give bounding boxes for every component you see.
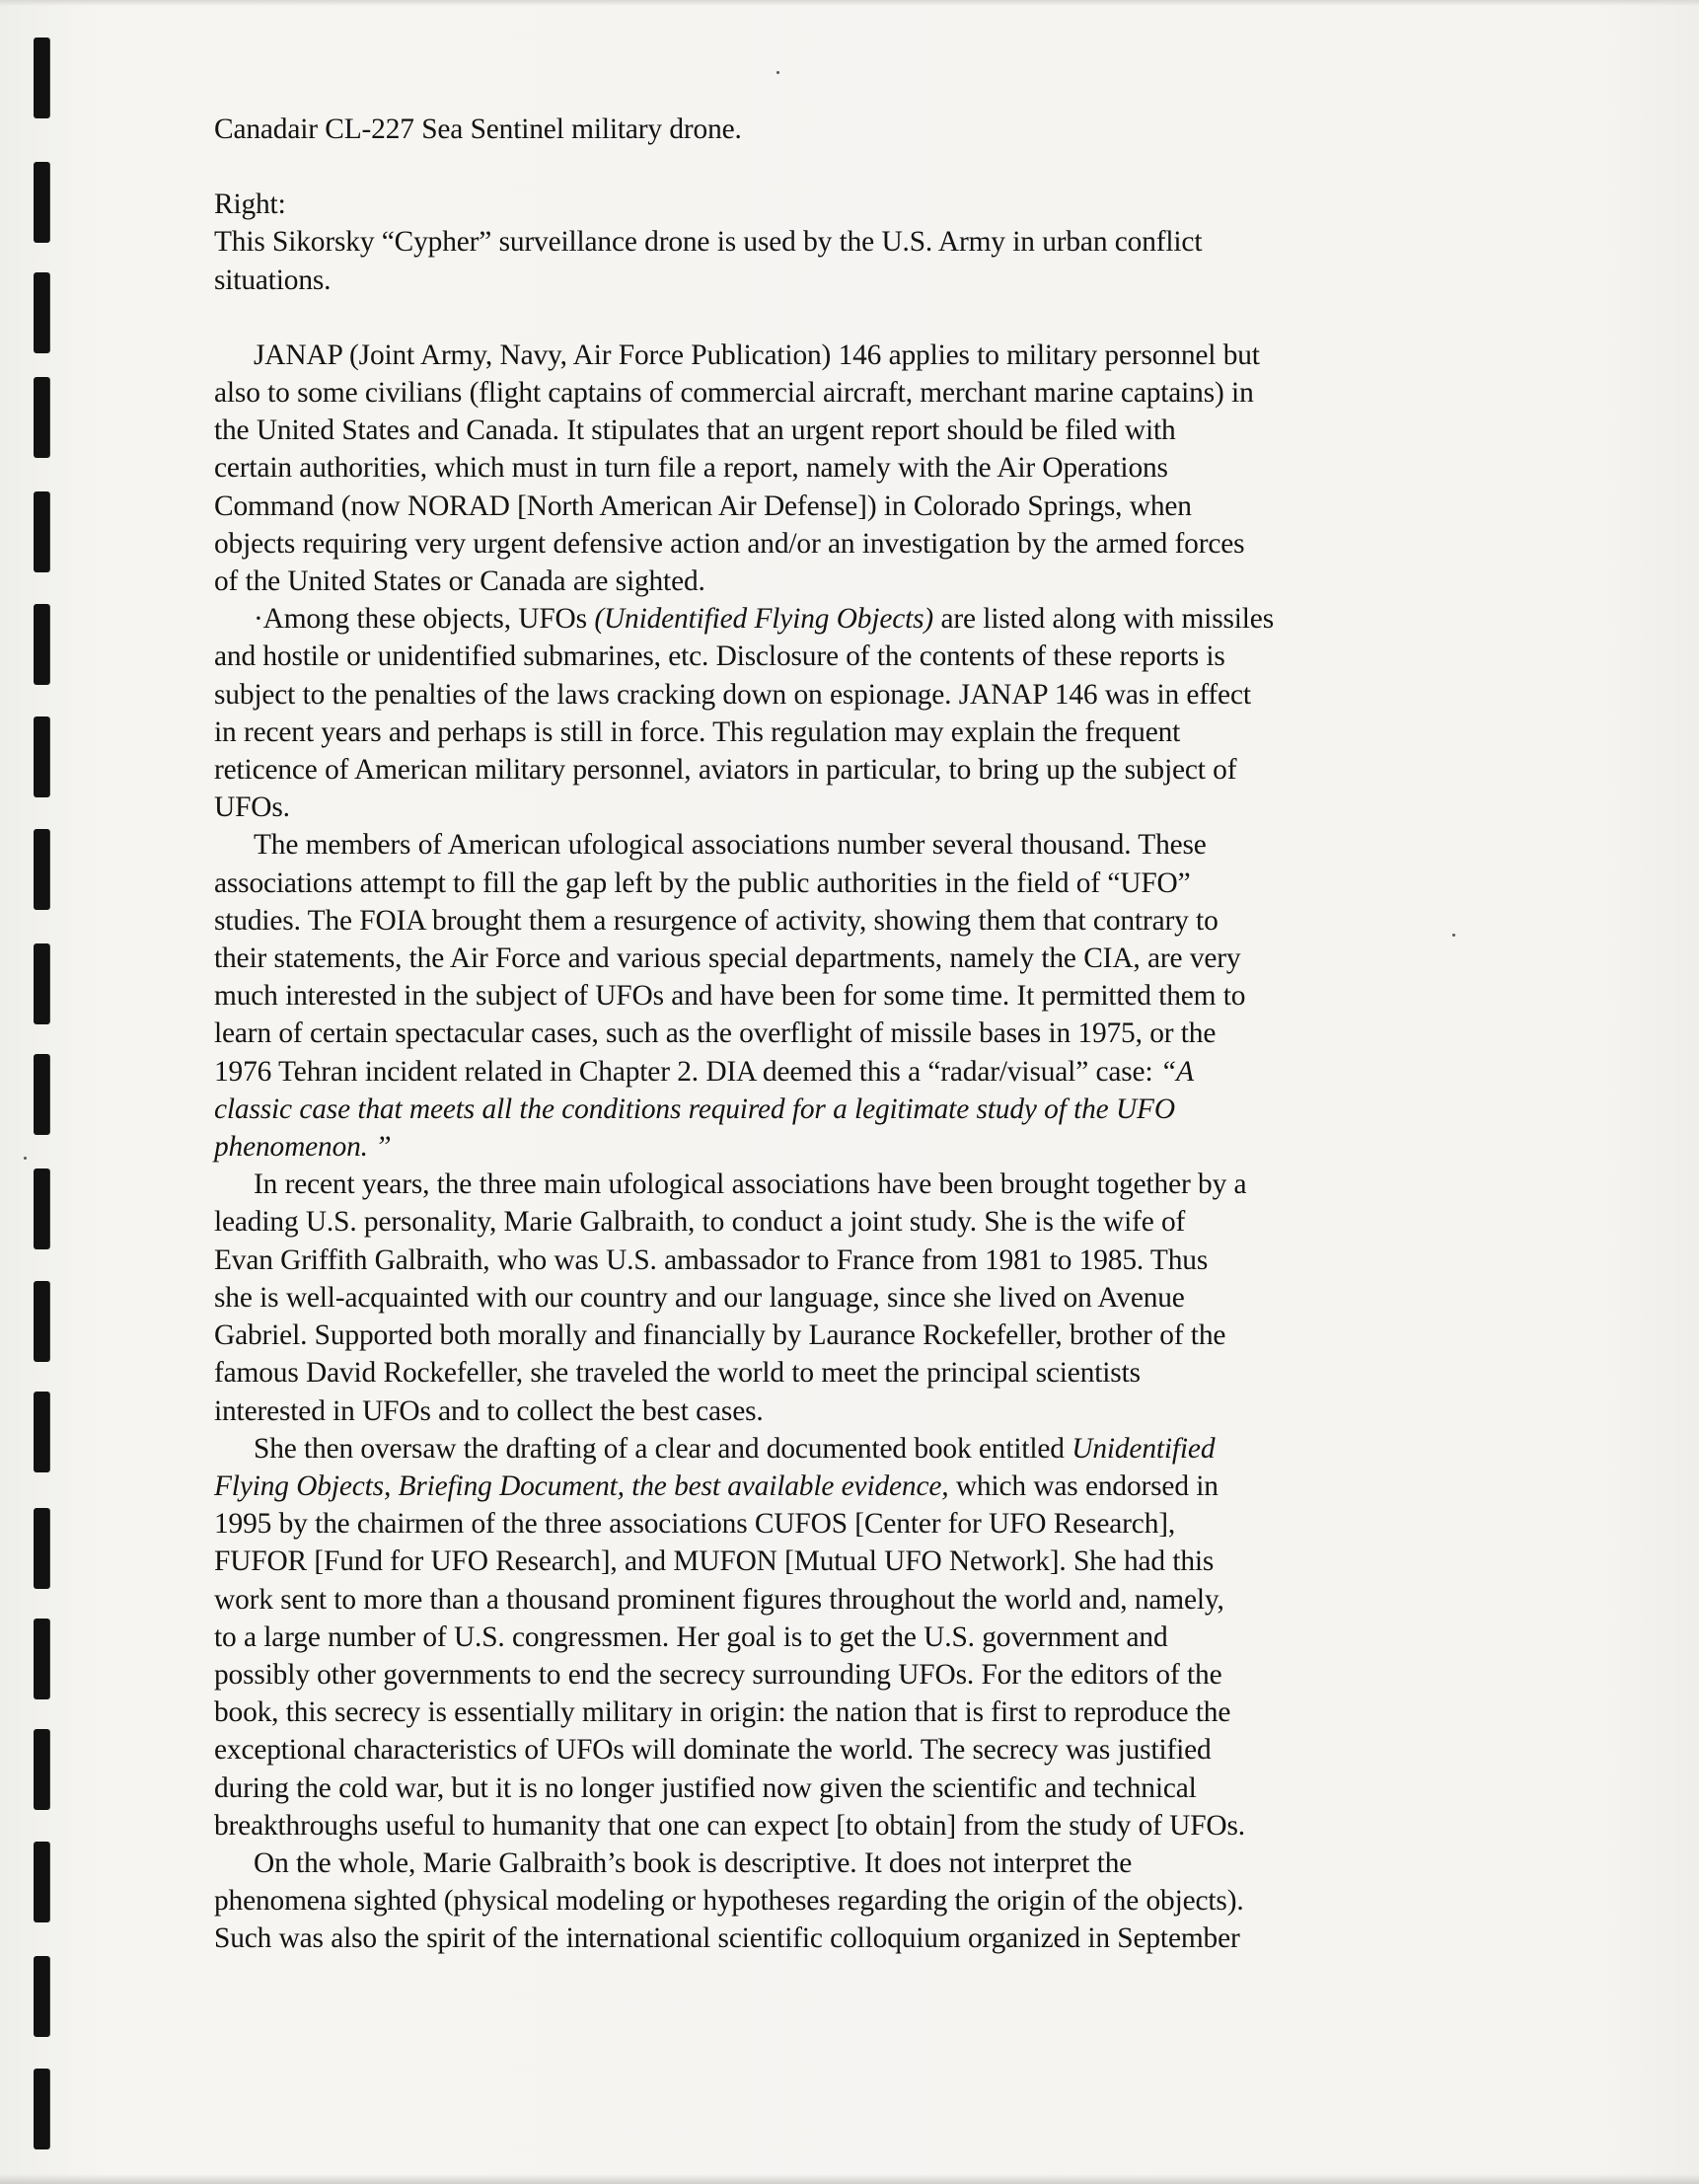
paragraph-line: On the whole, Marie Galbraith’s book is descriptive. It does not interpret the (254, 1846, 1133, 1879)
paragraph-line: in recent years and perhaps is still in force. This regulation may explain the frequent (214, 715, 1181, 748)
paragraph-line: to a large number of U.S. congressmen. Her goal is to get the U.S. government and (214, 1620, 1168, 1653)
binding-hole (34, 1956, 49, 2037)
paragraph-line: she is well-acquainted with our country and our language, since she lived on Avenue (214, 1281, 1185, 1314)
binding-hole (34, 272, 49, 353)
paragraph-line: exceptional characteristics of UFOs will dominate the world. The secrecy was justified (214, 1734, 1212, 1767)
page-top-shadow (0, 0, 1699, 6)
text-run: ·Among these objects, UFOs (254, 603, 595, 636)
paragraph-line: 1995 by the chairmen of the three associations CUFOS [Center for UFO Research], (214, 1508, 1176, 1541)
paragraph-line: and hostile or unidentified submarines, etc. Disclosure of the contents of these reports is (214, 640, 1225, 673)
italic-run: (Unidentified Flying Objects) (594, 603, 934, 636)
paragraph-line: phenomenon. ” (214, 1131, 392, 1164)
paragraph-line: book, this secrecy is essentially military in origin: the nation that is first to reproduce the (214, 1696, 1231, 1729)
paragraph-line: The members of American ufological associations number several thousand. These (254, 829, 1207, 862)
paragraph-line: JANAP (Joint Army, Navy, Air Force Publication) 146 applies to military personnel but (254, 339, 1260, 371)
paragraph-line: their statements, the Air Force and various special departments, namely the CIA, are very (214, 942, 1241, 975)
text-run: which was endorsed in (948, 1469, 1219, 1502)
paragraph-line: breakthroughs useful to humanity that one can expect [to obtain] from the study of UFOs. (214, 1809, 1245, 1842)
binding-hole (34, 38, 49, 118)
binding-hole (34, 1168, 49, 1249)
binding-hole (34, 1392, 49, 1472)
caption-right-label: Right: (214, 188, 286, 221)
paragraph-line: possibly other governments to end the secrecy surrounding UFOs. For the editors of the (214, 1658, 1222, 1691)
binding-hole (34, 1842, 49, 1922)
paragraph-line: subject to the penalties of the laws cracking down on espionage. JANAP 146 was in effect (214, 678, 1251, 711)
binding-hole (34, 377, 49, 458)
text-run: She then oversaw the drafting of a clear and documented book entitled (254, 1432, 1072, 1465)
scan-speck (776, 71, 779, 74)
italic-run: “A (1159, 1055, 1194, 1088)
binding-hole (34, 604, 49, 685)
binding-hole (34, 829, 49, 910)
paragraph-line: UFOs. (214, 791, 290, 824)
binding-hole (34, 1729, 49, 1810)
paragraph-line: Gabriel. Supported both morally and financially by Laurance Rockefeller, brother of the (214, 1319, 1226, 1352)
paragraph-line (214, 1430, 1442, 1468)
italic-run: Unidentified (1071, 1432, 1216, 1465)
paragraph-line (214, 1468, 1442, 1505)
paragraph-line: also to some civilians (flight captains of commercial aircraft, merchant marine captains) in (214, 377, 1254, 410)
text-run: 1976 Tehran incident related in Chapter 2. DIA deemed this a “radar/visual” case: (214, 1055, 1160, 1088)
paragraph-line: much interested in the subject of UFOs and have been for some time. It permitted them to (214, 980, 1246, 1013)
paragraph-line: the United States and Canada. It stipulates that an urgent report should be filed with (214, 414, 1176, 447)
page-bottom-shadow (0, 2174, 1699, 2184)
paragraph-line: work sent to more than a thousand prominent figures throughout the world and, namely, (214, 1583, 1224, 1616)
scan-speck (1452, 934, 1455, 937)
page-text (214, 111, 1442, 1958)
text-run: are listed along with missiles (933, 603, 1274, 636)
paragraph-line (214, 1053, 1442, 1091)
binding-hole (34, 1508, 49, 1589)
binding-hole (34, 1619, 49, 1699)
italic-run: Flying Objects, Briefing Document, the best available evidence, (214, 1469, 949, 1502)
caption-left: Canadair CL-227 Sea Sentinel military drone. (214, 113, 742, 145)
paragraph-line: objects requiring very urgent defensive action and/or an investigation by the armed forces (214, 527, 1245, 560)
caption-right-line: situations. (214, 264, 332, 296)
binding-hole (34, 491, 49, 572)
paragraph-line: phenomena sighted (physical modeling or hypotheses regarding the origin of the objects). (214, 1885, 1244, 1918)
paragraph-line: leading U.S. personality, Marie Galbraith, to conduct a joint study. She is the wife of (214, 1206, 1186, 1239)
paragraph-line: classic case that meets all the conditions required for a legitimate study of the UFO (214, 1092, 1175, 1125)
binding-hole (34, 716, 49, 797)
binding-hole (34, 2069, 49, 2149)
paragraph-line: FUFOR [Fund for UFO Research], and MUFON [Mutual UFO Network]. She had this (214, 1545, 1215, 1578)
binding-hole (34, 162, 49, 243)
binding-hole (34, 1281, 49, 1362)
paragraph-line: In recent years, the three main ufological associations have been brought together by a (254, 1168, 1247, 1201)
paragraph-line: during the cold war, but it is no longer justified now given the scientific and technical (214, 1771, 1197, 1804)
binding-hole (34, 1054, 49, 1135)
paragraph-line: of the United States or Canada are sighted. (214, 565, 705, 598)
paragraph-line: famous David Rockefeller, she traveled the world to meet the principal scientists (214, 1357, 1141, 1390)
paragraph-line: interested in UFOs and to collect the best cases. (214, 1394, 764, 1427)
paragraph-line: associations attempt to fill the gap left by the public authorities in the field of “UFO” (214, 866, 1191, 899)
paragraph-line: Evan Griffith Galbraith, who was U.S. ambassador to France from 1981 to 1985. Thus (214, 1243, 1209, 1276)
paragraph-line: Command (now NORAD [North American Air Defense]) in Colorado Springs, when (214, 490, 1192, 522)
binding-hole (34, 943, 49, 1024)
caption-right-line: This Sikorsky “Cypher” surveillance drone is used by the U.S. Army in urban conflict (214, 226, 1203, 259)
paragraph-line (214, 600, 1442, 638)
paragraph-line: certain authorities, which must in turn file a report, namely with the Air Operations (214, 452, 1168, 485)
paragraph-line: learn of certain spectacular cases, such as the overflight of missile bases in 1975, or the (214, 1017, 1217, 1050)
binding-holes (34, 0, 53, 2184)
scan-speck (24, 1157, 27, 1160)
paragraph-line: reticence of American military personnel, aviators in particular, to bring up the subject of (214, 754, 1237, 787)
paragraph-line: studies. The FOIA brought them a resurgence of activity, showing them that contrary to (214, 904, 1219, 937)
paragraph-line: Such was also the spirit of the international scientific colloquium organized in September (214, 1922, 1240, 1955)
